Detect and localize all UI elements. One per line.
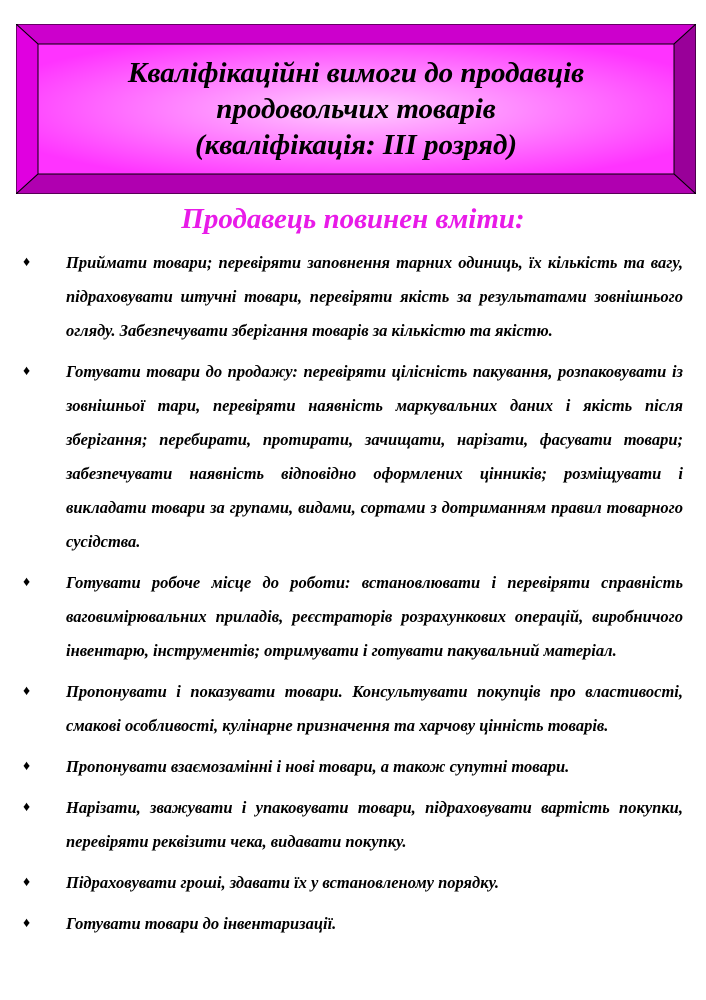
page-title: [56, 44, 656, 174]
list-item: [0, 907, 706, 941]
bevel-bottom: [16, 174, 696, 194]
diamond-bullet-icon: ♦: [23, 759, 31, 774]
diamond-bullet-icon: ♦: [23, 575, 31, 590]
list-item: [0, 866, 706, 900]
section-heading: Продавець повинен вміти:: [181, 203, 525, 235]
title-line-3: (кваліфікація: ІІІ розряд): [194, 129, 518, 161]
list-item-text: Готувати робоче місце до роботи: встановлювати і перевіряти справність ваговимірювальних приладів, реєстраторів розрахункових операцій, виробничого інвентарю, інструментів; отримувати і готувати пакувальний матеріал.: [66, 573, 683, 660]
title-line-2: продовольчих товарів: [216, 93, 496, 125]
list-item-text: Підраховувати гроші, здавати їх у встановленому порядку.: [66, 873, 499, 892]
bevel-left: [16, 24, 38, 194]
list-item: [0, 355, 706, 559]
bevel-right: [674, 24, 696, 194]
skills-list: [0, 246, 706, 948]
list-item-text: Нарізати, зважувати і упаковувати товари, підраховувати вартість покупки, перевіряти реквізити чека, видавати покупку.: [66, 798, 683, 851]
list-item: [0, 566, 706, 668]
title-line-1: Кваліфікаційні вимоги до продавців: [127, 57, 585, 89]
list-item-text: Приймати товари; перевіряти заповнення тарних одиниць, їх кількість та вагу, підраховувати штучні товари, перевіряти якість за результатами зовнішнього огляду. Забезпечувати зберігання товарів за кількістю та якістю.: [66, 253, 683, 340]
list-item: [0, 246, 706, 348]
list-item: [0, 750, 706, 784]
list-item-text: Готувати товари до продажу: перевіряти цілісність пакування, розпаковувати із зовнішньої тари, перевіряти наявність маркувальних даних і якість після зберігання; перебирати, протирати, зачищати, нарізати, фасувати товари; забезпечувати наявність відповідно оформлених цінників; розміщувати і викладати товари за групами, видами, сортами з дотриманням правил товарного сусідства.: [66, 362, 683, 551]
diamond-bullet-icon: ♦: [23, 875, 31, 890]
title-banner: [16, 24, 696, 194]
bevel-top: [16, 24, 696, 44]
list-item-text: Пропонувати взаємозамінні і нові товари, а також супутні товари.: [66, 757, 570, 776]
list-item-text: Готувати товари до інвентаризації.: [66, 914, 337, 933]
list-item-text: Пропонувати і показувати товари. Консультувати покупців про властивості, смакові особливості, кулінарне призначення та харчову цінність товарів.: [66, 682, 683, 735]
diamond-bullet-icon: ♦: [23, 255, 31, 270]
diamond-bullet-icon: ♦: [23, 364, 31, 379]
list-item: [0, 675, 706, 743]
diamond-bullet-icon: ♦: [23, 800, 31, 815]
diamond-bullet-icon: ♦: [23, 916, 31, 931]
list-item: [0, 791, 706, 859]
diamond-bullet-icon: ♦: [23, 684, 31, 699]
